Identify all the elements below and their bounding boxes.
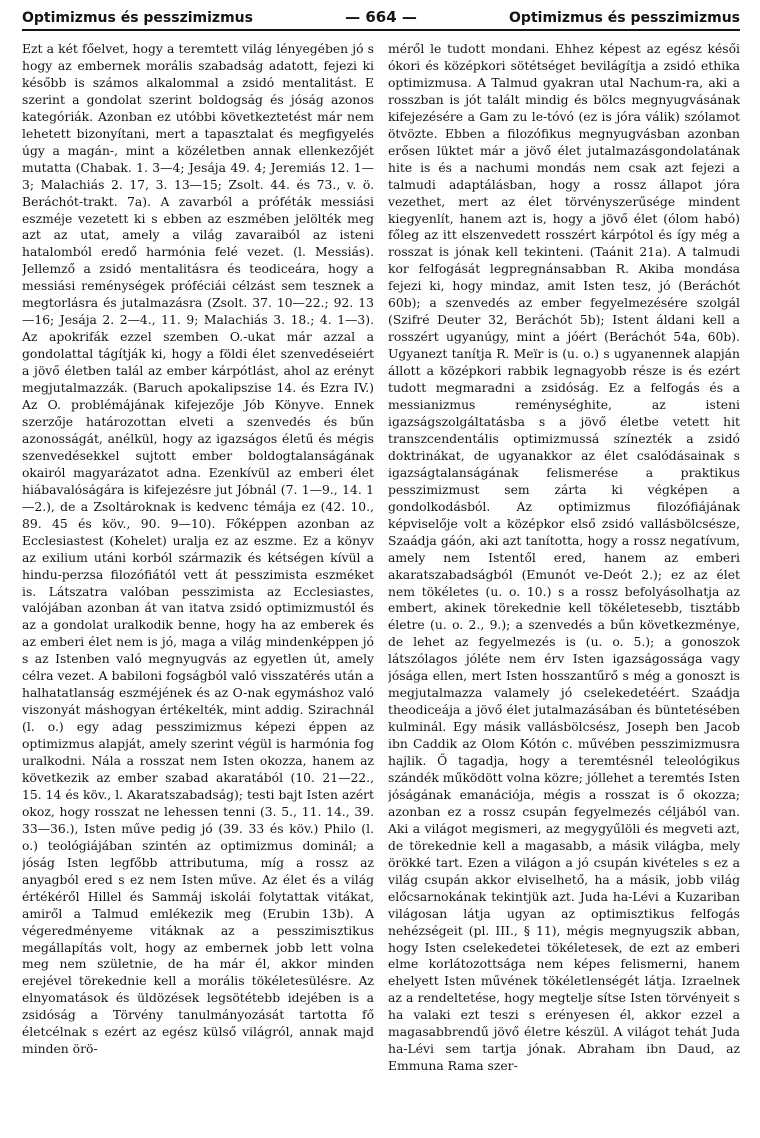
right-column-text: méről le tudott mondani. Ehhez képest az egész késői ókori és középkori sötétséget bevilágítja a zsidó ethika optimizmusa. A Talmud gyakran utal Nachum-ra, aki a rosszban is jót talált mindig és bölcs megnyugvásának kifejezésére a Gam zu le-tóvó (ez is jóra válik) szólamot ötvözte. Ebben a filozófikus megnyugvásban azonban erősen lüktet már a jövő élet jutalmazásgondolatának hite is és a nachumi mondás nem csak azt fejezi a talmudi adaptálásban, hogy a rossz állapot jóra vezethet, mert az élet törvényszerűsége mindent kiegyenlít, hanem azt is, hogy a jövő élet (ólom habó) főleg az itt elszenvedett rosszért kárpótol és így még a rosszat is jónak kell tekinteni. (Taánit 21a). A talmudi kor felfogását legpregnánsabban R. Akiba mondása fejezi ki, hogy mindaz, amit Isten tesz, jó (Beráchót 60b); a szenvedés az ember fegyelmezésére szolgál (Szifré Deuter 32, Beráchót 5b); Istent áldani kell a rosszért ugyanúgy, mint a jóért (Beráchót 54a, 60b). Ugyanezt tanítja R. Meïr is (u. o.) s ugyanennek alapján állott a középkori rabbik legnagyobb része is és ezért tudott megmaradni a zsidóság. Ez a felfogás és a messianizmus reménységhite, az isteni igazságszolgáltatásba s a jövő életbe vetett hit transzcendentális optimizmussá színezték a zsidó doktrinákat, de ugyanakkor az élet csalódásainak s igazságtalanságának felismerése a praktikus pesszimizmust sem zárta ki végképen a gondolkodásból. Az optimizmus filozófiájának képviselője volt a középkor első zsidó vallásbölcsésze, Szaádja gáón, aki azt tanította, hogy a rossz negatívum, amely nem Istentől ered, hanem az emberi akaratszabadságból (Emunót ve-Deót 2.); ez az élet nem tökéletes (u. o. 10.) s a rossz befolyásolhatja az embert, akinek törekednie kell tökéletesebb, tisztább életre (u. o. 2., 9.); a szenvedés a bűn következménye, de lehet az fegyelmezés is (u. o. 5.); a gonoszok látszólagos jóléte nem érv Isten igazságossága vagy jósága ellen, mert Isten hosszantűrő s még a gonoszt is megjutalmazza valamely jó cselekedetéért. Szaádja theodiceája a jövő élet jutalmazásában és büntetésében kulminál. Egy másik vallásbölcsész, Joseph ben Jacob ibn Caddik az Olom Kótón c. művében pesszimizmusra hajlik. Ő tagadja, hogy a teremtésnél teleológikus szándék működött volna közre; jóllehet a teremtés Isten jóságának emanációja, mégis a rosszat is ő okozza; azonban ez a rossz csupán fegyelmezés céljából van. Aki a világot megismeri, az megygyűlöli és megveti azt, de törekednie kell a magasabb, a másik világba, mely örökké tart. Ezen a világon a jó csupán kivételes s ez a világ csupán akkor elviselhető, ha a másik, jobb világ előcsarnokának tekintjük azt. Juda ha-Lévi a Kuzariban világosan látja ugyan az optimisztikus felfogás nehézségeit (pl. III., § 11), mégis megnyugszik abban, hogy Isten cselekedetei tökéletesek, de ezt az emberi elme korlátozottsága nem képes felismerni, hanem ehelyett Isten művének tökéletlenségét látja. Izraelnek az a rendeltetése, hogy megtelje sítse Isten törvényeit s ha valaki ezt teszi s erényesen él, akkor ezzel a magasabbrendű jövő életre készül. A világot tehát Juda ha-Lévi sem tartja jónak. Abraham ibn Daud, az Emmuna Rama szer- bbox=[388, 42, 740, 1074]
header-right-title: Optimizmus és pesszimizmus bbox=[509, 10, 740, 26]
left-column-text: Ezt a két főelvet, hogy a teremtett világ lényegében jó s hogy az embernek morális szabadság adatott, fejezi ki később is számos alkalommal a zsidó mentalitást. E szerint a gondolat szerint boldogság és jóság azonos kategóriák. Azonban ez utóbbi következtetést már nem lehetett bizonyítani, mert a tapasztalat és megfigyelés úgy a magán-, mint a közéletben annak ellenkezőjét mutatta (Chabak. 1. 3—4; Jesája 49. 4; Jeremiás 12. 1—3; Malachiás 2. 17, 3. 13—15; Zsolt. 44. és 73., v. ö. Beráchót-trakt. 7a). A zavarból a próféták messiási eszméje vezetett ki s ebben az eszmében jelölték meg azt az utat, amely a világ zavaraiból az isteni hatalomból eredő harmónia felé vezet. (l. Messiás). Jellemző a zsidó mentalitásra és teodiceára, hogy a messiási reménységek próféciái célzást sem tesznek a megtorlásra és jutalmazásra (Zsolt. 37. 10—22.; 92. 13—16; Jesája 2. 2—4., 11. 9; Malachiás 3. 18.; 4. 1—3). Az apokrifák ezzel szemben O.-ukat már azzal a gondolattal tágítják ki, hogy a földi élet szenvedéseiért a jövő életben talál az ember kárpótlást, ahol az erényt megjutalmazzák. (Baruch apokalipszise 14. és Ezra IV.) Az O. problémájának kifejezője Jób Könyve. Ennek szerzője határozottan elveti a szenvedés és bűn azonosságát, anélkül, hogy az igazságos életű és mégis szenvedésekkel sujtott ember boldogtalanságának okairól magyarázatot adna. Ezenkívül az emberi élet hiábavalóságára is kifejezésre jut Jóbnál (7. 1—9., 14. 1—2.), de a Zsoltároknak is kedvenc témája ez (42. 10., 89. 45 és köv., 90. 9—10). Főképpen azonban az Ecclesiastest (Kohelet) uralja ez az eszme. Ez a könyv az exilium utáni korból származik és kétségen kívül a hindu-perzsa filozófiától vett át pesszimista eszméket is. Látszatra valóban pesszimista az Ecclesiastes, valójában azonban át van itatva zsidó optimizmustól és az a gondolat uralkodik benne, hogy ha az emberek és az emberi élet nem is jó, maga a világ mindenképpen jó s az Istenben való megnyugvás az egyetlen út, amely célra vezet. A babiloni fogságból való visszatérés után a halhatatlanság eszméjének és az O-nak egymáshoz való viszonyát máshogyan értékelték, mint addig. Szirachnál (l. o.) egy adag pesszimizmus képezi éppen az optimizmus alapját, amely szerint végül is harmónia fog uralkodni. Nála a rosszat nem Isten okozza, hanem az következik az ember szabad akaratából (10. 21—22., 15. 14 és köv., l. Akaratszabadság); testi bajt Isten azért okoz, hogy rosszat ne lehessen tenni (3. 5., 11. 14., 39. 33—36.), Isten műve pedig jó (39. 33 és köv.) Philo (l. o.) teológiájában szintén az optimizmus dominál; a jóság Isten legfőbb attributuma, míg a rossz az anyagból ered s ez nem Isten műve. Az élet és a világ értékéről Hillel és Sammáj iskolái folytattak vitákat, amiről a Talmud emlékezik meg (Erubin 13b). A végeredményeme vitáknak az a pesszimisztikus megállapítás volt, hogy az embernek jobb lett volna meg nem születnie, de ha már él, akkor minden erejével törekednie kell a morális tökéletesülésre. Az elnyomatások és üldözések legsötétebb idejében is a zsidóság a Törvény tanulmányozását tartotta fő életcélnak s ezért az egész külső világról, annak majd minden örö- bbox=[22, 42, 374, 1057]
page-number: — 664 — bbox=[345, 8, 417, 26]
left-column bbox=[22, 41, 374, 1121]
right-column bbox=[388, 41, 740, 1121]
text-columns bbox=[22, 41, 740, 1121]
running-header bbox=[22, 8, 740, 31]
header-left-title: Optimizmus és pesszimizmus bbox=[22, 10, 253, 26]
